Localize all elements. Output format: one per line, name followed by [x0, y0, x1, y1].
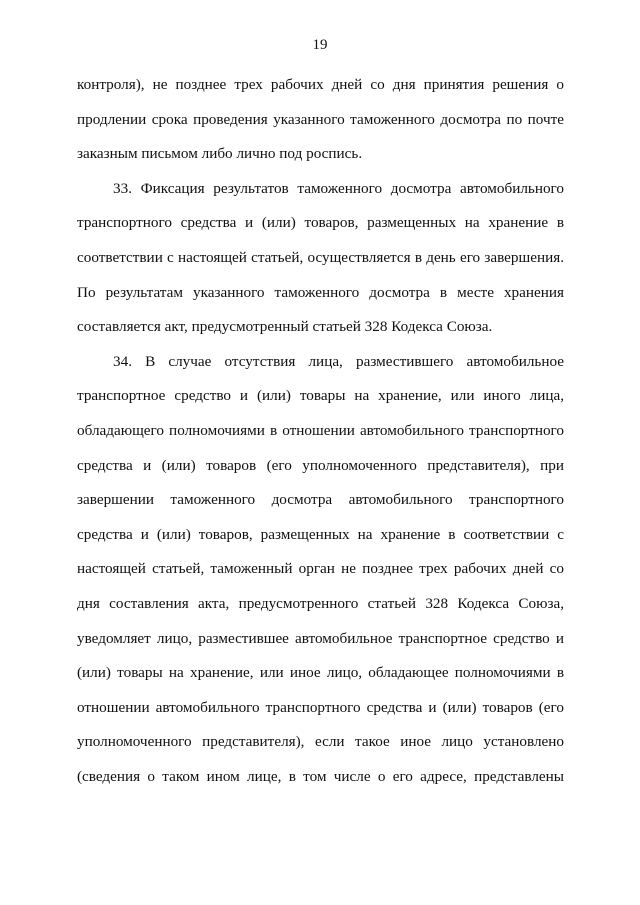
text-line: дня составления акта, предусмотренного статьей 328 Кодекса Союза, — [77, 594, 564, 612]
paragraph-34-start: 34. В случае отсутствия лица, разместившего автомобильное — [113, 352, 564, 370]
paragraph-33-start: 33. Фиксация результатов таможенного досмотра автомобильного — [113, 179, 564, 197]
text-line: По результатам указанного таможенного досмотра в месте хранения — [77, 283, 564, 301]
page-number: 19 — [312, 37, 328, 53]
text-line: отношении автомобильного транспортного средства и (или) товаров (его — [77, 698, 564, 716]
text-line: уполномоченного представителя), если такое иное лицо установлено — [77, 733, 564, 751]
document-body — [77, 68, 564, 794]
text-line: продлении срока проведения указанного таможенного досмотра по почте — [77, 110, 564, 128]
text-line: соответствии с настоящей статьей, осуществляется в день его завершения. — [77, 248, 564, 266]
text-line: средства и (или) товаров, размещенных на хранение в соответствии с — [77, 525, 564, 543]
text-line: (сведения о таком ином лице, в том числе о его адресе, представлены — [77, 767, 564, 785]
text-line: (или) товары на хранение, или иное лицо, обладающее полномочиями в — [77, 664, 564, 682]
text-line: настоящей статьей, таможенный орган не позднее трех рабочих дней со — [77, 560, 564, 578]
text-line: транспортного средства и (или) товаров, размещенных на хранение в — [77, 214, 564, 232]
text-line: уведомляет лицо, разместившее автомобильное транспортное средство и — [77, 629, 564, 647]
text-line: транспортное средство и (или) товары на хранение, или иного лица, — [77, 387, 564, 405]
text-line: обладающего полномочиями в отношении автомобильного транспортного — [77, 421, 564, 439]
text-line: завершении таможенного досмотра автомобильного транспортного — [77, 491, 564, 509]
text-line: составляется акт, предусмотренный статьей 328 Кодекса Союза. — [77, 318, 493, 336]
text-line: средства и (или) товаров (его уполномоченного представителя), при — [77, 456, 564, 474]
text-line: заказным письмом либо лично под роспись. — [77, 145, 363, 163]
text-line: контроля), не позднее трех рабочих дней со дня принятия решения о — [77, 76, 564, 93]
